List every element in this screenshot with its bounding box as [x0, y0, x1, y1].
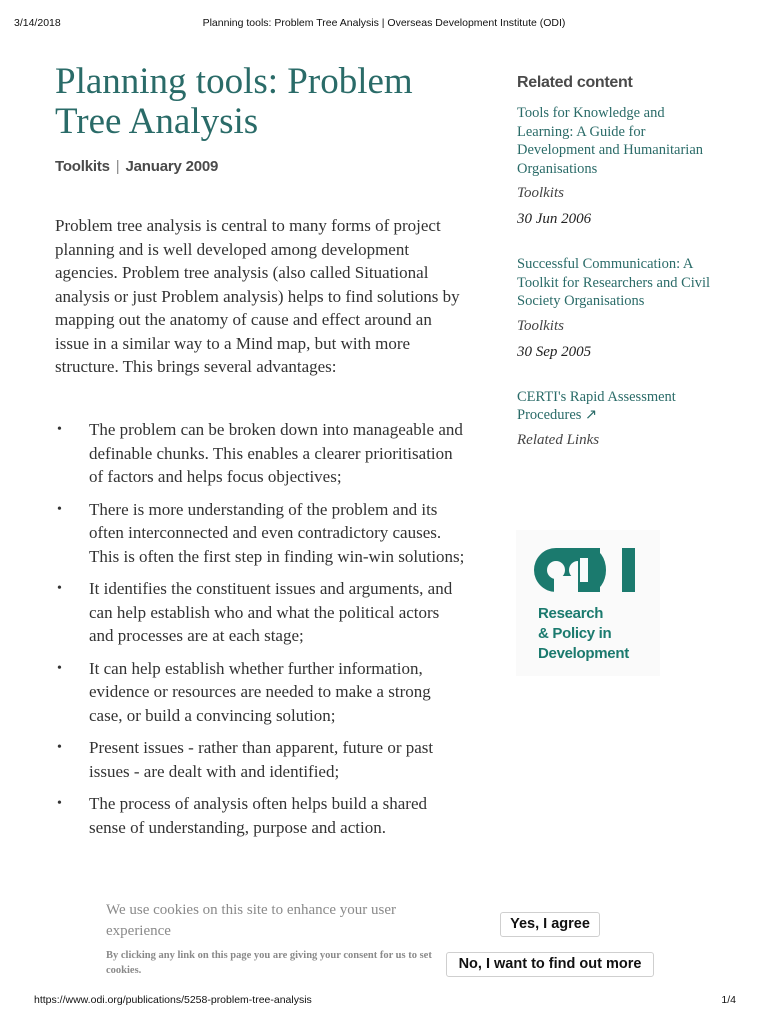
related-date: 30 Jun 2006 — [517, 211, 592, 227]
print-url: https://www.odi.org/publications/5258-problem-tree-analysis — [34, 994, 312, 1006]
bullet-icon: • — [57, 422, 62, 437]
list-item — [55, 657, 465, 728]
list-item-text: The problem can be broken down into manageable and definable chunks. This enables a clearer prioritisation of factors and helps focus objectives; — [89, 420, 463, 486]
related-item — [517, 388, 717, 450]
logo-tagline — [538, 604, 629, 664]
related-content — [517, 74, 717, 476]
related-link[interactable]: CERTI's Rapid Assessment Procedures ↗ — [517, 388, 676, 423]
agree-button[interactable]: Yes, I agree — [500, 912, 600, 937]
category-link[interactable]: Toolkits — [55, 158, 110, 175]
page-title: Planning tools: Problem Tree Analysis — [55, 61, 413, 142]
cookie-message: We use cookies on this site to enhance your user experience — [106, 902, 396, 939]
list-item — [55, 418, 465, 489]
related-category: Toolkits — [517, 317, 564, 334]
list-item-text: It identifies the constituent issues and arguments, and can help establish who and what the political actors and processes are at each stage; — [89, 579, 453, 645]
list-item — [55, 577, 465, 648]
publish-date: January 2009 — [125, 158, 219, 175]
logo-tagline-line: Research — [538, 605, 604, 622]
related-link[interactable]: Tools for Knowledge and Learning: A Guide for Development and Humanitarian Organisations — [517, 105, 704, 177]
bullet-icon: • — [57, 796, 62, 811]
related-category: Toolkits — [517, 185, 564, 201]
bullet-icon: • — [57, 581, 62, 596]
cookie-consent-text: By clicking any link on this page you are giving your consent for us to set cookies. — [106, 950, 432, 976]
logo-tagline-line: & Policy in — [538, 625, 612, 642]
logo-tagline-line: Development — [538, 645, 629, 662]
related-item — [517, 104, 717, 229]
list-item — [55, 498, 465, 569]
list-item-text: There is more understanding of the problem and its often interconnected and even contradictory causes. This is often the first step in finding win-win solutions; — [89, 499, 465, 566]
related-link[interactable]: Successful Communication: A Toolkit for Researchers and Civil Society Organisations — [517, 256, 711, 309]
related-heading: Related content — [517, 74, 633, 91]
list-item-text: It can help establish whether further information, evidence or resources are needed to make a strong case, or build a convincing solution; — [89, 658, 431, 725]
advantages-list — [55, 418, 465, 848]
article-meta — [55, 158, 218, 175]
bullet-icon: • — [57, 660, 62, 676]
list-item — [55, 792, 465, 839]
bullet-icon: • — [57, 501, 62, 517]
find-out-more-button[interactable]: No, I want to find out more — [446, 952, 654, 977]
odi-logo[interactable] — [516, 530, 660, 676]
print-page-number: 1/4 — [721, 994, 736, 1006]
bullet-icon: • — [57, 740, 62, 755]
intro-paragraph: Problem tree analysis is central to many forms of project planning and is well developed among development agencies. Problem tree analysis (also called Situational analysis or just Problem analysis) helps to find solutions by mapping out the anatomy of cause and effect around an issue in a similar way to a Mind map, but with more structure. This brings several advantages: — [55, 216, 460, 376]
print-page-title: Planning tools: Problem Tree Analysis | Overseas Development Institute (ODI) — [202, 17, 566, 29]
meta-separator: | — [115, 158, 120, 175]
list-item — [55, 736, 465, 783]
related-item — [517, 255, 717, 362]
related-category: Related Links — [517, 431, 600, 448]
related-date: 30 Sep 2005 — [517, 343, 592, 360]
odi-wordmark-icon — [534, 542, 644, 594]
list-item-text: Present issues - rather than apparent, future or past issues - are dealt with and identified; — [89, 738, 434, 781]
list-item-text: The process of analysis often helps build a shared sense of understanding, purpose and action. — [89, 794, 428, 837]
print-date: 3/14/2018 — [14, 17, 61, 29]
